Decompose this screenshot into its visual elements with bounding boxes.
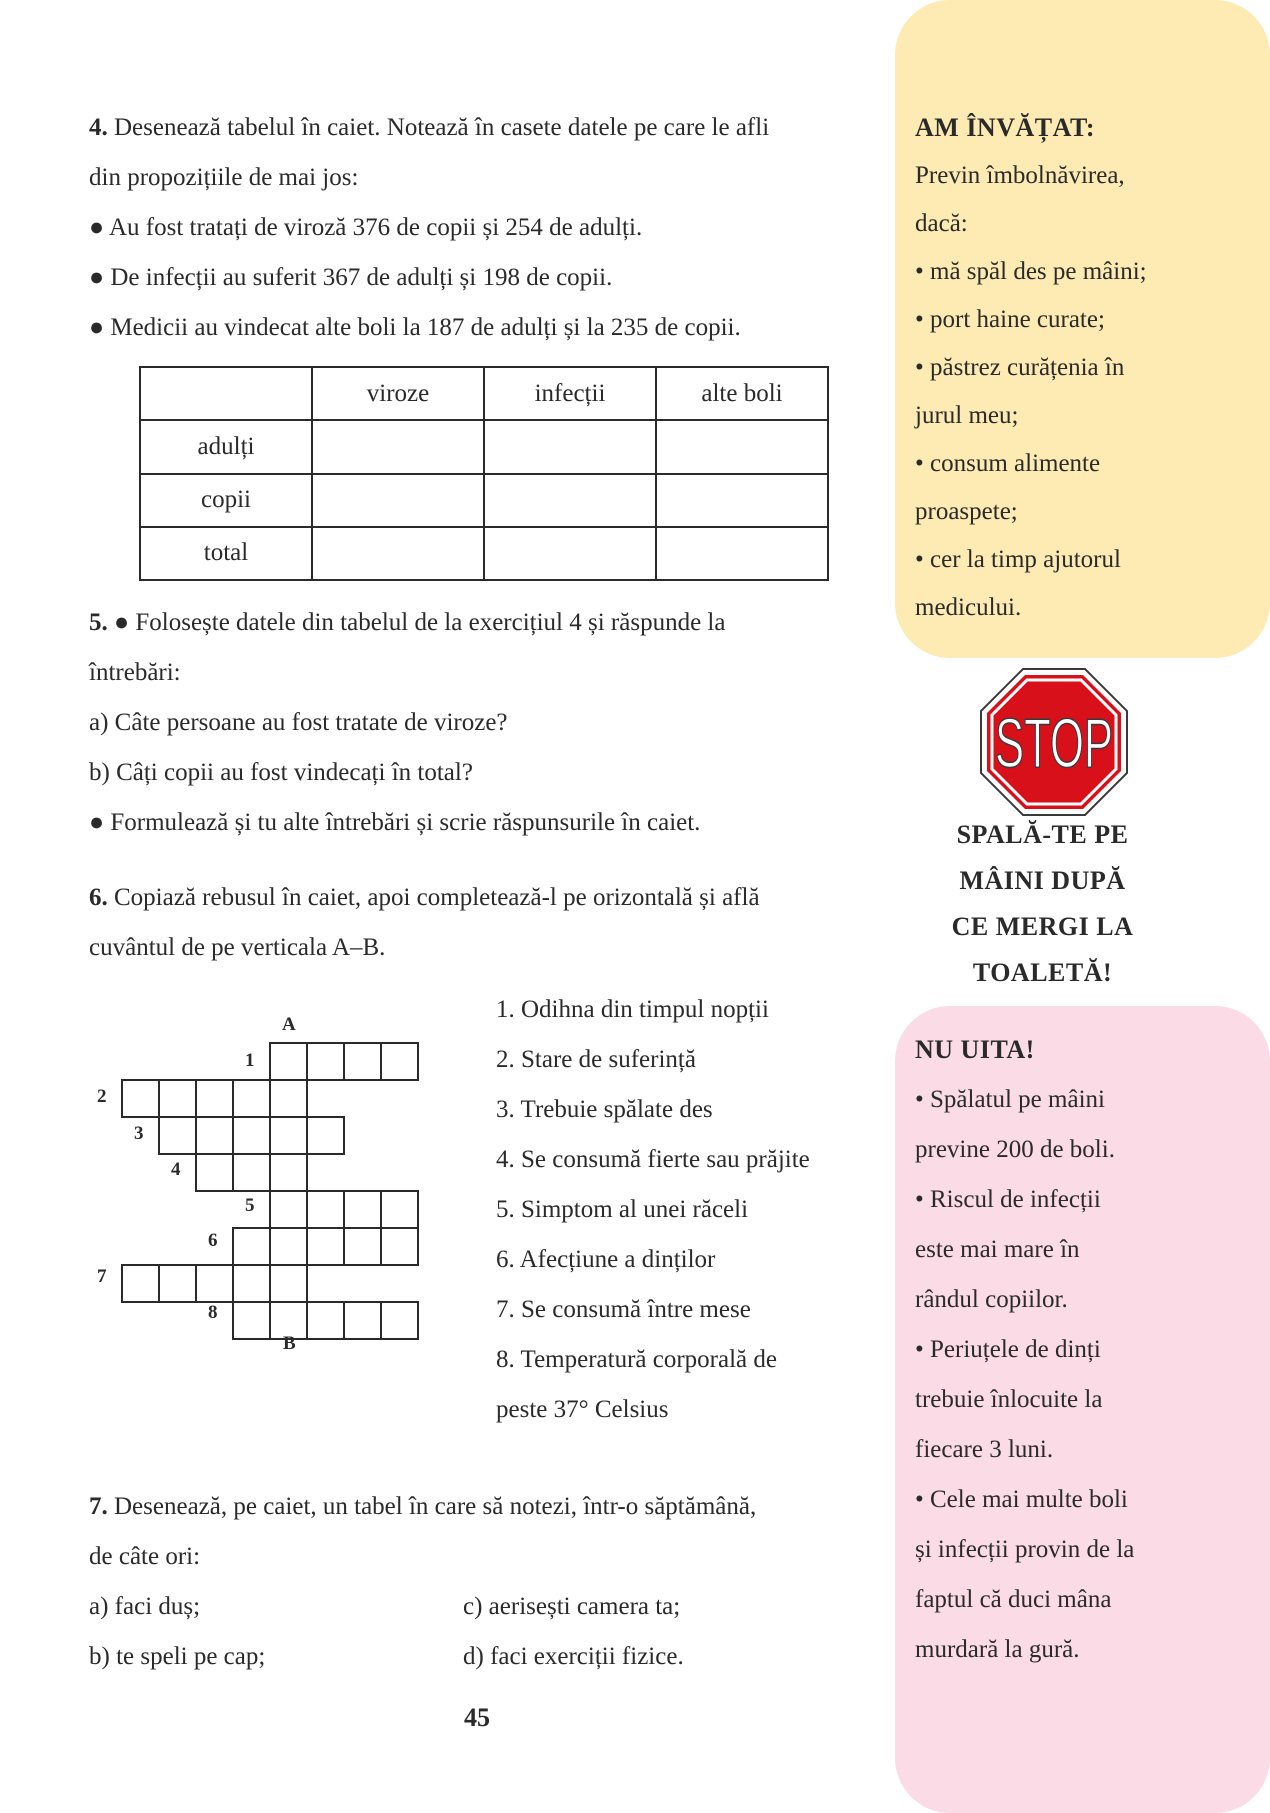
stop-message-line: MÂINI DUPĂ	[959, 866, 1126, 895]
ex5-line1: 5. ● Folosește datele din tabelul de la exercițiul 4 și răspunde la	[89, 609, 726, 636]
ex4-line2: din propozițiile de mai jos:	[89, 164, 359, 191]
table-row	[140, 420, 828, 473]
remember-line: faptul că duci mâna	[915, 1586, 1112, 1613]
stop-sign-icon	[979, 667, 1129, 817]
crossword-cell	[159, 1080, 196, 1117]
ex4-bullet-2: ● De infecții au suferit 367 de adulți și 198 de copii.	[89, 264, 613, 291]
crossword-row-number: 3	[134, 1123, 144, 1144]
stop-message-line: CE MERGI LA	[951, 912, 1134, 941]
crossword-cell	[381, 1302, 418, 1339]
ex7-item-b: b) te speli pe cap;	[89, 1643, 266, 1670]
table-header-cell: alte boli	[656, 367, 828, 420]
stop-message-line: SPALĂ-TE PE	[956, 820, 1129, 849]
remember-line: previne 200 de boli.	[915, 1136, 1115, 1163]
crossword-cell	[122, 1265, 159, 1302]
ex4-bullet-3-text: Medicii au vindecat alte boli la 187 de adulți și la 235 de copii.	[110, 314, 741, 341]
ex4-bullet-3: ● Medicii au vindecat alte boli la 187 de adulți și la 235 de copii.	[89, 314, 741, 341]
clue-6: 6. Afecțiune a dinților	[496, 1246, 716, 1273]
ex5-question-b: b) Câți copii au fost vindecați în total?	[89, 759, 473, 786]
crossword-cell	[307, 1117, 344, 1154]
crossword-row-number: 8	[208, 1302, 218, 1323]
crossword-cell	[233, 1117, 270, 1154]
crossword-cell	[233, 1154, 270, 1191]
crossword-cell	[344, 1043, 381, 1080]
clue-7: 7. Se consumă între mese	[496, 1296, 751, 1323]
remember-line: și infecții provin de la	[915, 1536, 1135, 1563]
crossword-cell	[159, 1265, 196, 1302]
crossword-cell	[270, 1117, 307, 1154]
ex4-instruction: Desenează tabelul în caiet. Notează în casete datele pe care le afli	[114, 114, 770, 141]
remember-line: trebuie înlocuite la	[915, 1386, 1103, 1413]
ex4-bullet-1-text: Au fost tratați de viroză 376 de copii și 254 de adulți.	[108, 214, 643, 241]
crossword-cell	[196, 1080, 233, 1117]
clue-4: 4. Se consumă fierte sau prăjite	[496, 1146, 810, 1173]
ex5-line2: întrebări:	[89, 659, 181, 686]
crossword-cell	[159, 1117, 196, 1154]
crossword-row-number: 7	[97, 1266, 107, 1287]
crossword-cell	[270, 1228, 307, 1265]
ex5-task-c: ● Formulează și tu alte întrebări și scrie răspunsurile în caiet.	[89, 809, 701, 836]
learned-title: AM ÎNVĂȚAT:	[915, 113, 1096, 142]
crossword-row-number: 2	[97, 1086, 107, 1107]
ex7-item-d: d) faci exerciții fizice.	[463, 1643, 684, 1670]
table-cell	[484, 420, 656, 473]
ex5-question-a: a) Câte persoane au fost tratate de viroze?	[89, 709, 508, 736]
crossword-cell	[381, 1228, 418, 1265]
crossword-cell	[381, 1191, 418, 1228]
ex6-line2: cuvântul de pe verticala A–B.	[89, 934, 386, 961]
ex7-item-a: a) faci duș;	[89, 1593, 201, 1620]
table-cell	[656, 420, 828, 473]
table-header-cell	[140, 367, 312, 420]
crossword-cell	[307, 1043, 344, 1080]
remember-line: • Riscul de infecții	[915, 1186, 1101, 1213]
remember-line: • Periuțele de dinți	[915, 1336, 1101, 1363]
table-row-label: total	[140, 527, 312, 580]
learned-line: • păstrez curățenia în	[915, 354, 1125, 381]
table-cell	[312, 420, 484, 473]
crossword-cell	[344, 1302, 381, 1339]
crossword-cell	[307, 1228, 344, 1265]
stop-sign-text: STOP	[995, 704, 1113, 782]
crossword-cell	[196, 1154, 233, 1191]
clue-8: 8. Temperatură corporală de	[496, 1346, 777, 1373]
crossword-cell	[344, 1191, 381, 1228]
learned-line: • cer la timp ajutorul	[915, 546, 1121, 573]
table-cell	[312, 474, 484, 527]
crossword-cell	[270, 1043, 307, 1080]
clue-3: 3. Trebuie spălate des	[496, 1096, 713, 1123]
learned-line: • consum alimente	[915, 450, 1101, 477]
ex5-instruction: Folosește datele din tabelul de la exercițiul 4 și răspunde la	[135, 609, 726, 636]
learned-line: • mă spăl des pe mâini;	[915, 258, 1147, 285]
table-row	[140, 527, 828, 580]
crossword-cell	[270, 1265, 307, 1302]
page-number: 45	[464, 1703, 490, 1732]
crossword-grid	[97, 1010, 440, 1360]
ex7-line2: de câte ori:	[89, 1543, 201, 1570]
crossword-cell	[270, 1191, 307, 1228]
table-row-label: copii	[140, 474, 312, 527]
learned-line: proaspete;	[915, 498, 1018, 525]
remember-line: • Cele mai multe boli	[915, 1486, 1128, 1513]
learned-line: medicului.	[915, 594, 1022, 621]
crossword-row-number: 1	[245, 1050, 255, 1071]
crossword-row-number: 6	[208, 1230, 218, 1251]
remember-title: NU UITA!	[915, 1035, 1035, 1064]
clue-8-continued: peste 37° Celsius	[496, 1396, 669, 1423]
crossword-cell	[233, 1302, 270, 1339]
learned-line: • port haine curate;	[915, 306, 1105, 333]
crossword-cell	[344, 1228, 381, 1265]
ex7-number: 7.	[89, 1493, 108, 1520]
ex5-task-c-text: Formulează și tu alte întrebări și scrie răspunsurile în caiet.	[110, 809, 701, 836]
crossword-label-b: B	[283, 1333, 296, 1354]
table-cell	[312, 527, 484, 580]
remember-line: este mai mare în	[915, 1236, 1080, 1263]
learned-line: dacă:	[915, 210, 968, 237]
crossword-cell	[233, 1080, 270, 1117]
crossword-row-number: 4	[171, 1159, 181, 1180]
clue-1: 1. Odihna din timpul nopții	[496, 996, 769, 1023]
crossword-cell	[122, 1080, 159, 1117]
table-header-cell: infecții	[484, 367, 656, 420]
table-cell	[656, 474, 828, 527]
crossword-cell	[270, 1154, 307, 1191]
remember-line: rândul copiilor.	[915, 1286, 1068, 1313]
stop-message	[915, 812, 1170, 996]
table-row-label: adulți	[140, 420, 312, 473]
remember-line: • Spălatul pe mâini	[915, 1086, 1105, 1113]
crossword-row-number: 5	[245, 1195, 255, 1216]
crossword-cell	[196, 1265, 233, 1302]
ex4-bullet-2-text: De infecții au suferit 367 de adulți și 198 de copii.	[110, 264, 613, 291]
ex4-line1	[89, 113, 769, 143]
crossword-cell	[196, 1117, 233, 1154]
ex6-number: 6.	[89, 884, 108, 911]
ex5-number: 5.	[89, 609, 108, 636]
learned-line: jurul meu;	[915, 402, 1019, 429]
ex6-instruction: Copiază rebusul în caiet, apoi completează-l pe orizontală și află	[114, 884, 760, 911]
crossword-cell	[270, 1080, 307, 1117]
table-cell	[484, 527, 656, 580]
crossword-cell	[381, 1043, 418, 1080]
table-row	[140, 474, 828, 527]
ex7-instruction: Desenează, pe caiet, un tabel în care să notezi, într-o săptămână,	[114, 1493, 757, 1520]
ex4-bullet-1: ● Au fost tratați de viroză 376 de copii și 254 de adulți.	[89, 214, 643, 241]
ex7-line1	[89, 1492, 756, 1522]
remember-line: murdară la gură.	[915, 1636, 1080, 1663]
table-cell	[484, 474, 656, 527]
table-cell	[656, 527, 828, 580]
table-header-cell: viroze	[312, 367, 484, 420]
data-table	[139, 366, 829, 581]
crossword-label-a: A	[282, 1014, 296, 1035]
learned-line: Previn îmbolnăvirea,	[915, 162, 1125, 189]
ex7-item-c: c) aerisești camera ta;	[463, 1593, 681, 1620]
ex4-number: 4.	[89, 114, 108, 141]
remember-line: fiecare 3 luni.	[915, 1436, 1054, 1463]
crossword-cell	[307, 1302, 344, 1339]
clue-5: 5. Simptom al unei răceli	[496, 1196, 749, 1223]
ex6-line1	[89, 883, 760, 913]
clue-2: 2. Stare de suferință	[496, 1046, 696, 1073]
crossword-cell	[233, 1228, 270, 1265]
crossword-cell	[233, 1265, 270, 1302]
stop-message-line: TOALETĂ!	[972, 958, 1113, 987]
crossword-cell	[307, 1191, 344, 1228]
table-header-row	[140, 367, 828, 420]
